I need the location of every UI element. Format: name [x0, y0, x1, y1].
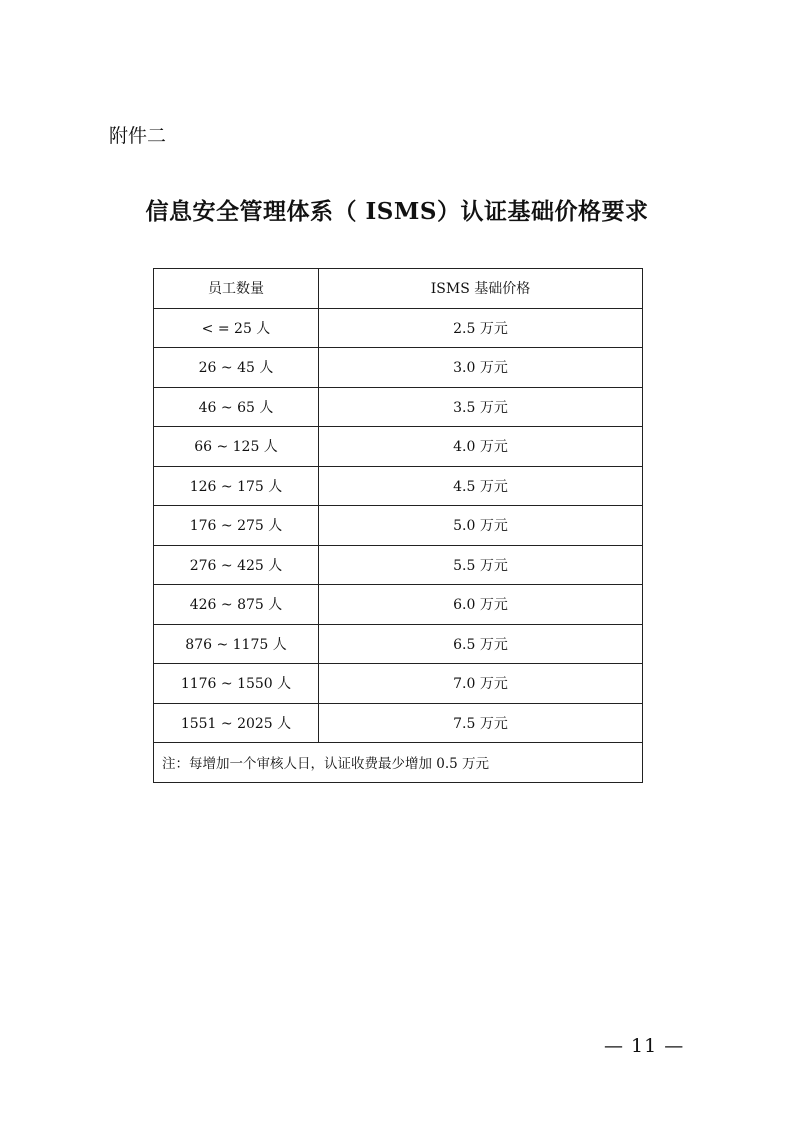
- price-cell: 4.5 万元: [319, 466, 643, 506]
- table-row: [154, 466, 643, 506]
- table-row: [154, 308, 643, 348]
- price-cell: 7.0 万元: [319, 664, 643, 704]
- page-number: — 11 —: [604, 1035, 685, 1057]
- table-row: [154, 624, 643, 664]
- table-row: [154, 427, 643, 467]
- price-cell: 3.0 万元: [319, 348, 643, 388]
- employee-count-cell: 26 ~ 45 人: [154, 348, 319, 388]
- price-cell: 2.5 万元: [319, 308, 643, 348]
- price-cell: 6.0 万元: [319, 585, 643, 625]
- document-title: 信息安全管理体系（ ISMS）认证基础价格要求: [145, 198, 649, 225]
- employee-count-cell: < = 25 人: [154, 308, 319, 348]
- price-cell: 3.5 万元: [319, 387, 643, 427]
- table-row: [154, 387, 643, 427]
- employee-count-cell: 66 ~ 125 人: [154, 427, 319, 467]
- employee-count-cell: 46 ~ 65 人: [154, 387, 319, 427]
- employee-count-cell: 276 ~ 425 人: [154, 545, 319, 585]
- employee-count-cell: 126 ~ 175 人: [154, 466, 319, 506]
- price-cell: 6.5 万元: [319, 624, 643, 664]
- price-cell: 7.5 万元: [319, 703, 643, 743]
- table-header-row: [154, 269, 643, 309]
- table-row: [154, 348, 643, 388]
- price-table: [153, 268, 643, 783]
- employee-count-cell: 1176 ~ 1550 人: [154, 664, 319, 704]
- table-row: [154, 545, 643, 585]
- column-header-price: ISMS 基础价格: [319, 269, 643, 309]
- employee-count-cell: 1551 ~ 2025 人: [154, 703, 319, 743]
- table-row: [154, 506, 643, 546]
- employee-count-cell: 876 ~ 1175 人: [154, 624, 319, 664]
- employee-count-cell: 176 ~ 275 人: [154, 506, 319, 546]
- table-row: [154, 585, 643, 625]
- column-header-employees: 员工数量: [154, 269, 319, 309]
- attachment-label: 附件二: [109, 125, 167, 147]
- price-cell: 5.5 万元: [319, 545, 643, 585]
- table-note: 注：每增加一个审核人日，认证收费最少增加 0.5 万元: [154, 743, 643, 783]
- table-row: [154, 703, 643, 743]
- price-cell: 4.0 万元: [319, 427, 643, 467]
- price-cell: 5.0 万元: [319, 506, 643, 546]
- employee-count-cell: 426 ~ 875 人: [154, 585, 319, 625]
- table-note-row: [154, 743, 643, 783]
- table-row: [154, 664, 643, 704]
